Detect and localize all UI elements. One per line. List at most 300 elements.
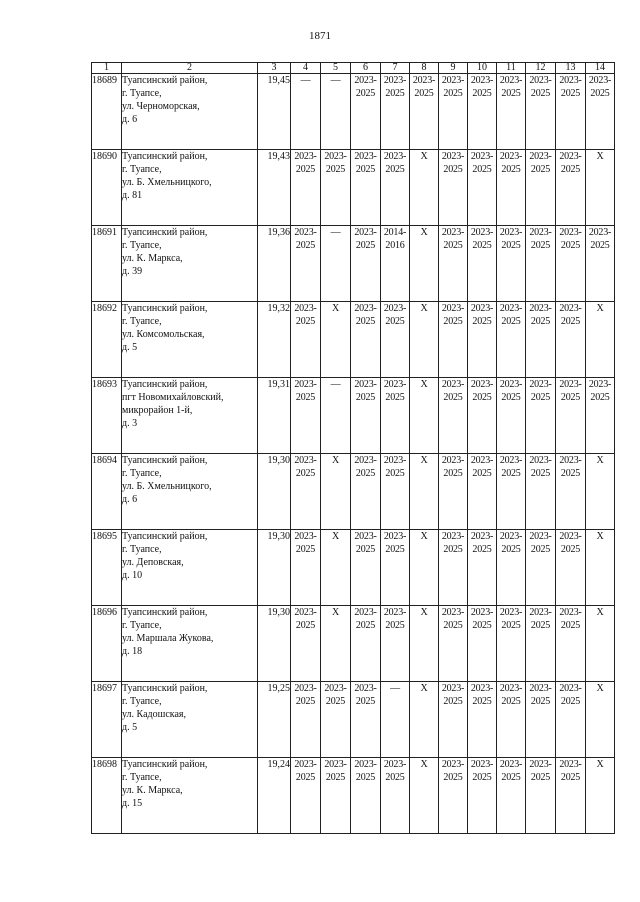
- period-value: 2023- 2025: [470, 75, 494, 99]
- period-value: 2023- 2025: [383, 75, 407, 99]
- period-value: 2023- 2025: [559, 683, 582, 707]
- period-value: 2023- 2025: [412, 75, 436, 99]
- period-value: 2023- 2025: [470, 607, 494, 631]
- period-value: 2023- 2025: [470, 303, 494, 327]
- period-cell: [351, 682, 381, 758]
- table-row: [92, 606, 615, 682]
- period-cell: [468, 74, 497, 150]
- period-value: 2023- 2025: [324, 151, 347, 175]
- period-value: 2023- 2025: [499, 227, 523, 251]
- period-cell: [497, 606, 526, 682]
- period-cell: [556, 530, 586, 606]
- period-cell: [586, 226, 615, 302]
- col-header: 13: [556, 63, 586, 74]
- period-cell: [321, 302, 351, 378]
- period-value: 2023- 2025: [559, 75, 582, 99]
- period-cell: [291, 150, 321, 226]
- period-cell: [351, 454, 381, 530]
- period-cell: [586, 378, 615, 454]
- period-cell: [556, 682, 586, 758]
- period-cell: [468, 226, 497, 302]
- period-cell: [351, 302, 381, 378]
- period-cell: [586, 150, 615, 226]
- period-value: 2023- 2025: [529, 227, 552, 251]
- address-line: г. Туапсе,: [122, 468, 162, 479]
- period-cell: [381, 454, 410, 530]
- period-cell: [497, 682, 526, 758]
- period-cell: [351, 530, 381, 606]
- period-cell: [526, 74, 556, 150]
- period-value: 2023- 2025: [354, 75, 377, 99]
- period-value: 2023- 2025: [559, 227, 582, 251]
- period-cell: [410, 226, 439, 302]
- period-cell: [526, 454, 556, 530]
- table-row: [92, 150, 615, 226]
- period-cell: [439, 302, 468, 378]
- period-value: X: [596, 151, 604, 162]
- period-value: 2023- 2025: [559, 607, 582, 631]
- address-line: д. 15: [122, 798, 143, 809]
- table-row: [92, 74, 615, 150]
- period-cell: [439, 682, 468, 758]
- period-value: X: [596, 683, 604, 694]
- period-value: X: [420, 455, 428, 466]
- period-cell: [381, 378, 410, 454]
- address-line: г. Туапсе,: [122, 316, 162, 327]
- period-cell: [381, 302, 410, 378]
- period-cell: [556, 606, 586, 682]
- period-value: 2023- 2025: [499, 607, 523, 631]
- period-cell: [291, 454, 321, 530]
- address-line: г. Туапсе,: [122, 544, 162, 555]
- table-row: [92, 302, 615, 378]
- address-line: Туапсинский район,: [122, 531, 208, 542]
- period-cell: [321, 74, 351, 150]
- address-cell: [122, 150, 258, 226]
- period-value: X: [331, 455, 340, 466]
- period-cell: [439, 378, 468, 454]
- address-line: ул. К. Маркса,: [122, 253, 183, 264]
- period-value: 2023- 2025: [559, 303, 582, 327]
- period-value: 2023- 2025: [529, 607, 552, 631]
- record-number: 18698: [92, 758, 122, 834]
- period-cell: [351, 606, 381, 682]
- address-line: Туапсинский район,: [122, 227, 208, 238]
- period-cell: [586, 454, 615, 530]
- period-cell: [497, 454, 526, 530]
- period-cell: [497, 226, 526, 302]
- period-value: 2023- 2025: [324, 683, 347, 707]
- period-value: 2023- 2025: [499, 303, 523, 327]
- period-value: 2023- 2025: [294, 379, 317, 403]
- address-line: Туапсинский район,: [122, 75, 208, 86]
- address-cell: [122, 682, 258, 758]
- address-cell: [122, 378, 258, 454]
- period-value: X: [420, 759, 428, 770]
- value-cell: 19,32: [258, 302, 291, 378]
- period-cell: [439, 758, 468, 834]
- period-value: 2023- 2025: [529, 75, 552, 99]
- period-cell: [526, 682, 556, 758]
- period-cell: [468, 758, 497, 834]
- address-cell: [122, 454, 258, 530]
- period-cell: [291, 758, 321, 834]
- period-cell: [381, 682, 410, 758]
- col-header: 6: [351, 63, 381, 74]
- period-cell: [497, 758, 526, 834]
- address-line: д. 6: [122, 114, 138, 125]
- value-cell: 19,30: [258, 530, 291, 606]
- period-value: X: [420, 531, 428, 542]
- table-row: [92, 530, 615, 606]
- period-value: 2023- 2025: [354, 683, 377, 707]
- address-line: Туапсинский район,: [122, 683, 208, 694]
- period-cell: [381, 226, 410, 302]
- period-value: X: [331, 607, 340, 618]
- period-value: 2023- 2025: [529, 455, 552, 479]
- period-value: X: [596, 455, 604, 466]
- period-value: 2023- 2025: [441, 75, 465, 99]
- address-line: г. Туапсе,: [122, 240, 162, 251]
- period-value: 2023- 2025: [470, 683, 494, 707]
- period-cell: [556, 74, 586, 150]
- period-cell: [586, 74, 615, 150]
- period-value: 2023- 2025: [441, 683, 465, 707]
- period-value: 2023- 2025: [294, 303, 317, 327]
- period-cell: [321, 454, 351, 530]
- value-cell: 19,30: [258, 454, 291, 530]
- period-cell: [321, 530, 351, 606]
- address-cell: [122, 226, 258, 302]
- period-cell: [439, 606, 468, 682]
- period-cell: [410, 74, 439, 150]
- period-value: 2023- 2025: [559, 531, 582, 555]
- period-value: 2023- 2025: [383, 759, 407, 783]
- period-cell: [468, 378, 497, 454]
- period-cell: [468, 606, 497, 682]
- period-value: 2023- 2025: [354, 607, 377, 631]
- period-cell: [321, 378, 351, 454]
- period-value: 2023- 2025: [588, 75, 612, 99]
- period-value: 2023- 2025: [441, 227, 465, 251]
- period-value: X: [420, 683, 428, 694]
- period-cell: [497, 74, 526, 150]
- period-cell: [410, 302, 439, 378]
- address-line: д. 81: [122, 190, 143, 201]
- period-cell: [410, 454, 439, 530]
- record-number: 18695: [92, 530, 122, 606]
- period-value: 2023- 2025: [470, 531, 494, 555]
- period-value: 2023- 2025: [383, 531, 407, 555]
- table-row: [92, 682, 615, 758]
- period-value: 2023- 2025: [529, 683, 552, 707]
- period-value: X: [420, 379, 428, 390]
- period-value: 2023- 2025: [294, 227, 317, 251]
- period-cell: [291, 530, 321, 606]
- col-header: 2: [122, 63, 258, 74]
- period-cell: [439, 226, 468, 302]
- period-value: 2023- 2025: [470, 759, 494, 783]
- value-cell: 19,31: [258, 378, 291, 454]
- period-cell: [526, 758, 556, 834]
- col-header: 9: [439, 63, 468, 74]
- address-line: Туапсинский район,: [122, 303, 208, 314]
- period-value: 2023- 2025: [383, 607, 407, 631]
- period-cell: [556, 378, 586, 454]
- period-cell: [497, 378, 526, 454]
- address-line: г. Туапсе,: [122, 88, 162, 99]
- address-line: пгт Новомихайловский,: [122, 392, 224, 403]
- period-value: X: [596, 759, 604, 770]
- address-line: д. 18: [122, 646, 143, 657]
- period-value: 2023- 2025: [441, 531, 465, 555]
- period-value: 2023- 2025: [499, 531, 523, 555]
- period-value: 2023- 2025: [559, 379, 582, 403]
- period-value: 2023- 2025: [529, 759, 552, 783]
- period-value: 2023- 2025: [470, 151, 494, 175]
- period-value: X: [420, 607, 428, 618]
- period-value: 2023- 2025: [559, 759, 582, 783]
- period-cell: [410, 758, 439, 834]
- period-value: 2023- 2025: [441, 379, 465, 403]
- address-line: Туапсинский район,: [122, 151, 208, 162]
- period-value: 2023- 2025: [294, 455, 317, 479]
- value-cell: 19,24: [258, 758, 291, 834]
- period-value: 2023- 2025: [529, 151, 552, 175]
- period-value: 2023- 2025: [588, 227, 612, 251]
- address-line: микрорайон 1-й,: [122, 405, 193, 416]
- period-cell: [381, 74, 410, 150]
- record-number: 18693: [92, 378, 122, 454]
- address-line: ул. Б. Хмельницкого,: [122, 481, 212, 492]
- record-number: 18691: [92, 226, 122, 302]
- value-cell: 19,43: [258, 150, 291, 226]
- period-value: 2023- 2025: [294, 683, 317, 707]
- period-cell: [321, 606, 351, 682]
- period-value: 2023- 2025: [559, 455, 582, 479]
- period-cell: [586, 302, 615, 378]
- period-value: 2023- 2025: [470, 227, 494, 251]
- period-value: 2023- 2025: [354, 151, 377, 175]
- address-line: ул. Кадошская,: [122, 709, 186, 720]
- col-header: 10: [468, 63, 497, 74]
- period-cell: [410, 530, 439, 606]
- record-number: 18689: [92, 74, 122, 150]
- period-cell: [586, 682, 615, 758]
- address-line: г. Туапсе,: [122, 696, 162, 707]
- period-value: —: [330, 75, 341, 86]
- period-value: 2023- 2025: [354, 759, 377, 783]
- col-header: 1: [92, 63, 122, 74]
- address-line: ул. Черноморская,: [122, 101, 200, 112]
- period-cell: [526, 302, 556, 378]
- period-value: X: [331, 531, 340, 542]
- period-value: 2023- 2025: [529, 379, 552, 403]
- period-value: 2023- 2025: [499, 151, 523, 175]
- period-cell: [526, 226, 556, 302]
- period-cell: [468, 150, 497, 226]
- period-cell: [321, 150, 351, 226]
- period-cell: [586, 530, 615, 606]
- period-value: 2023- 2025: [324, 759, 347, 783]
- address-cell: [122, 606, 258, 682]
- period-cell: [439, 530, 468, 606]
- period-value: X: [420, 151, 428, 162]
- header-row: [92, 63, 615, 74]
- table-body: [92, 74, 615, 834]
- period-cell: [351, 758, 381, 834]
- table-row: [92, 758, 615, 834]
- period-cell: [439, 454, 468, 530]
- period-cell: [291, 74, 321, 150]
- period-value: 2023- 2025: [529, 531, 552, 555]
- address-line: д. 5: [122, 722, 138, 733]
- address-line: Туапсинский район,: [122, 379, 208, 390]
- period-cell: [381, 606, 410, 682]
- period-cell: [556, 758, 586, 834]
- record-number: 18696: [92, 606, 122, 682]
- period-value: —: [330, 227, 341, 238]
- period-cell: [439, 74, 468, 150]
- table-row: [92, 378, 615, 454]
- period-value: 2023- 2025: [294, 607, 317, 631]
- register-table: [91, 62, 615, 834]
- period-cell: [497, 302, 526, 378]
- address-line: ул. Деповская,: [122, 557, 184, 568]
- period-value: 2023- 2025: [383, 303, 407, 327]
- address-cell: [122, 74, 258, 150]
- period-cell: [291, 682, 321, 758]
- period-cell: [291, 606, 321, 682]
- period-cell: [410, 682, 439, 758]
- period-cell: [410, 150, 439, 226]
- period-cell: [526, 606, 556, 682]
- period-value: —: [330, 379, 341, 390]
- period-value: 2023- 2025: [354, 303, 377, 327]
- period-value: X: [331, 303, 340, 314]
- address-line: г. Туапсе,: [122, 772, 162, 783]
- address-line: д. 6: [122, 494, 138, 505]
- period-value: 2023- 2025: [499, 455, 523, 479]
- period-value: 2023- 2025: [470, 379, 494, 403]
- period-cell: [321, 682, 351, 758]
- record-number: 18690: [92, 150, 122, 226]
- period-value: X: [596, 607, 604, 618]
- period-cell: [468, 530, 497, 606]
- period-value: 2023- 2025: [470, 455, 494, 479]
- address-cell: [122, 758, 258, 834]
- period-value: 2023- 2025: [294, 151, 317, 175]
- address-line: д. 5: [122, 342, 138, 353]
- address-line: ул. Б. Хмельницкого,: [122, 177, 212, 188]
- period-value: 2023- 2025: [441, 151, 465, 175]
- period-value: 2023- 2025: [529, 303, 552, 327]
- period-cell: [586, 758, 615, 834]
- address-cell: [122, 530, 258, 606]
- period-cell: [556, 302, 586, 378]
- period-value: 2023- 2025: [588, 379, 612, 403]
- address-line: г. Туапсе,: [122, 164, 162, 175]
- period-value: X: [420, 303, 428, 314]
- table-row: [92, 454, 615, 530]
- period-value: 2023- 2025: [441, 303, 465, 327]
- period-cell: [351, 226, 381, 302]
- col-header: 7: [381, 63, 410, 74]
- col-header: 11: [497, 63, 526, 74]
- period-value: 2023- 2025: [559, 151, 582, 175]
- address-line: Туапсинский район,: [122, 759, 208, 770]
- record-number: 18694: [92, 454, 122, 530]
- period-cell: [351, 378, 381, 454]
- period-cell: [468, 454, 497, 530]
- period-cell: [556, 150, 586, 226]
- period-value: 2023- 2025: [354, 379, 377, 403]
- period-value: X: [596, 303, 604, 314]
- period-cell: [526, 530, 556, 606]
- period-cell: [439, 150, 468, 226]
- period-value: —: [300, 75, 311, 86]
- value-cell: 19,30: [258, 606, 291, 682]
- period-value: 2023- 2025: [383, 151, 407, 175]
- period-value: 2023- 2025: [499, 759, 523, 783]
- period-cell: [381, 758, 410, 834]
- period-value: X: [420, 227, 428, 238]
- address-line: ул. К. Маркса,: [122, 785, 183, 796]
- period-value: 2023- 2025: [383, 455, 407, 479]
- address-cell: [122, 302, 258, 378]
- address-line: Туапсинский район,: [122, 455, 208, 466]
- period-value: 2023- 2025: [441, 455, 465, 479]
- period-value: 2023- 2025: [441, 759, 465, 783]
- period-cell: [291, 302, 321, 378]
- period-value: 2023- 2025: [499, 379, 523, 403]
- period-cell: [321, 226, 351, 302]
- col-header: 5: [321, 63, 351, 74]
- address-line: ул. Комсомольская,: [122, 329, 205, 340]
- value-cell: 19,25: [258, 682, 291, 758]
- period-cell: [381, 150, 410, 226]
- address-line: д. 10: [122, 570, 143, 581]
- col-header: 8: [410, 63, 439, 74]
- period-value: 2023- 2025: [441, 607, 465, 631]
- address-line: д. 3: [122, 418, 138, 429]
- period-value: —: [390, 683, 400, 694]
- value-cell: 19,45: [258, 74, 291, 150]
- period-cell: [586, 606, 615, 682]
- period-value: 2023- 2025: [499, 75, 523, 99]
- period-value: X: [596, 531, 604, 542]
- period-cell: [321, 758, 351, 834]
- period-cell: [291, 378, 321, 454]
- period-value: 2023- 2025: [354, 227, 377, 251]
- record-number: 18697: [92, 682, 122, 758]
- col-header: 4: [291, 63, 321, 74]
- period-cell: [468, 302, 497, 378]
- value-cell: 19,36: [258, 226, 291, 302]
- address-line: Туапсинский район,: [122, 607, 208, 618]
- period-value: 2023- 2025: [354, 531, 377, 555]
- period-cell: [526, 150, 556, 226]
- period-value: 2023- 2025: [354, 455, 377, 479]
- period-cell: [291, 226, 321, 302]
- period-value: 2023- 2025: [294, 531, 317, 555]
- address-line: д. 39: [122, 266, 143, 277]
- period-cell: [556, 454, 586, 530]
- period-cell: [351, 74, 381, 150]
- period-cell: [410, 378, 439, 454]
- page-number: 1871: [309, 30, 331, 42]
- address-line: ул. Маршала Жукова,: [122, 633, 214, 644]
